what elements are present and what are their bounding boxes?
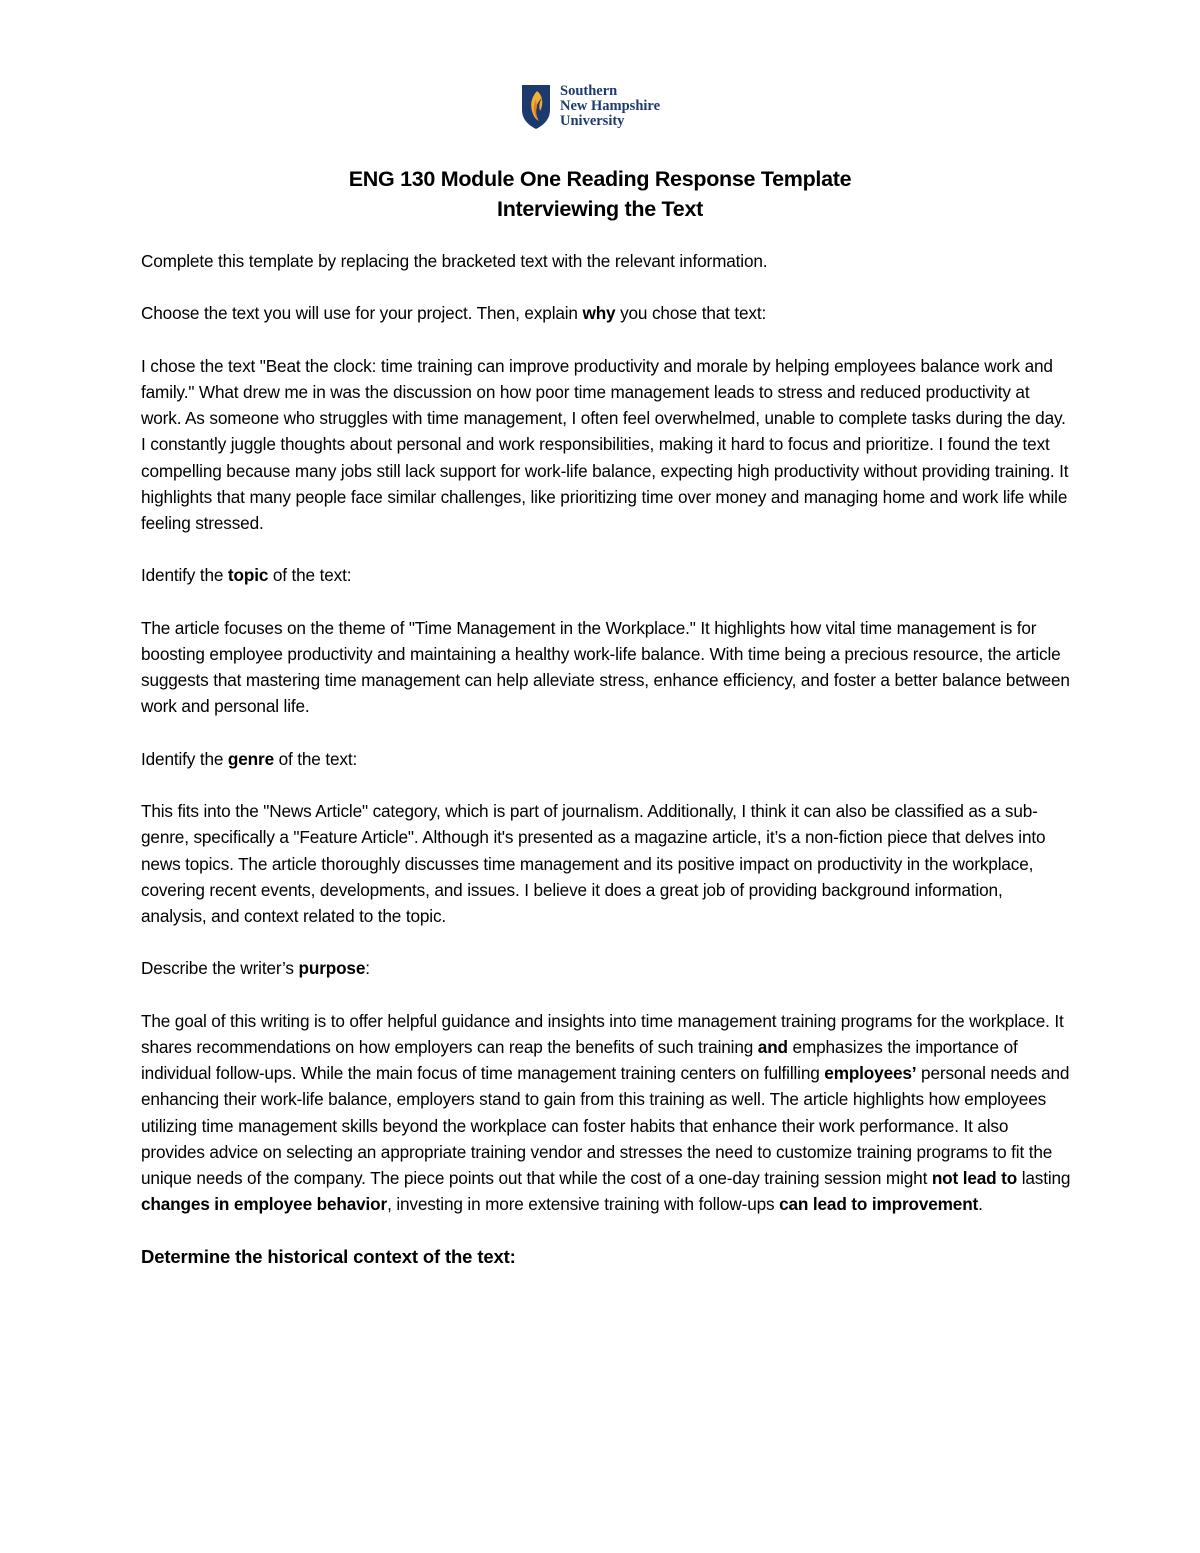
intro-instruction: Complete this template by replacing the bracketed text with the relevant information. (141, 251, 768, 271)
logo-line-3: University (560, 113, 625, 129)
purpose-answer (141, 1008, 1071, 1218)
snhu-logo (521, 84, 691, 134)
genre-answer: This fits into the "News Article" category, which is part of journalism. Additionally, I think it can also be classified as a sub-genre, specifically a "Feature Article". Although it's presented as a magazine article, it’s a non-fiction piece that delves into news topics. The article thoroughly discusses time management and its positive impact on productivity in the workplace, covering recent events, developments, and issues. I believe it does a great job of providing background information, analysis, and context related to the topic. (141, 801, 1046, 926)
purpose-answer-part-2: emphasizes the importance of individual follow-ups. While the main focus of time management training centers on fulfilling (141, 1036, 1018, 1084)
title-line-1: ENG 130 Module One Reading Response Template (348, 167, 852, 191)
why-prompt-bold: why (582, 303, 616, 324)
purpose-answer-bold-5: can lead to improvement (779, 1194, 979, 1215)
topic-prompt (141, 562, 1071, 588)
why-prompt-post: you chose that text: (615, 303, 767, 324)
purpose-answer-bold-4: changes in employee behavior (141, 1194, 388, 1215)
topic-prompt-pre: Identify the (141, 565, 228, 586)
why-answer: I chose the text "Beat the clock: time training can improve productivity and morale by helping employees balance work and family." What drew me in was the discussion on how poor time management leads to stress and reduced productivity at work. As someone who struggles with time management, I often feel overwhelmed, unable to complete tasks during the day. I constantly juggle thoughts about personal and work responsibilities, making it hard to focus and prioritize. I found the text compelling because many jobs still lack support for work-life balance, expecting high productivity without providing training. It highlights that many people face similar challenges, like prioritizing time over money and managing home and work life while feeling stressed. (141, 355, 1069, 533)
historical-context-heading: Determine the historical context of the text: (141, 1245, 516, 1267)
purpose-prompt (141, 955, 1071, 981)
purpose-answer-part-4: lasting (1017, 1167, 1071, 1188)
logo-wordmark (560, 84, 660, 129)
purpose-answer-bold-1: and (757, 1036, 788, 1057)
title-line-2: Interviewing the Text (497, 197, 703, 221)
purpose-prompt-bold: purpose (298, 958, 366, 979)
genre-prompt-post: of the text: (273, 748, 358, 769)
why-prompt (141, 300, 1071, 326)
purpose-prompt-post: : (365, 958, 370, 979)
why-prompt-pre: Choose the text you will use for your project. Then, explain (141, 303, 583, 324)
document-body (141, 248, 1071, 1296)
genre-prompt (141, 746, 1071, 772)
purpose-answer-bold-2: employees’ (824, 1063, 917, 1084)
purpose-answer-part-6: . (978, 1194, 983, 1215)
topic-prompt-bold: topic (227, 565, 269, 586)
purpose-answer-part-3: personal needs and enhancing their work-life balance, employers stand to gain from this training as well. The article highlights how employees utilizing time management skills beyond the workplace can foster habits that enhance their work performance. It also provides advice on selecting an appropriate training vendor and stresses the need to customize training programs to fit the unique needs of the company. The piece points out that while the cost of a one-day training session might (141, 1063, 1070, 1188)
topic-answer: The article focuses on the theme of "Time Management in the Workplace." It highlights how vital time management is for boosting employee productivity and maintaining a healthy work-life balance. With time being a precious resource, the article suggests that mastering time management can help alleviate stress, enhance efficiency, and foster a better balance between work and personal life. (141, 617, 1070, 717)
purpose-prompt-pre: Describe the writer’s (141, 958, 299, 979)
genre-prompt-bold: genre (227, 748, 274, 769)
purpose-answer-bold-3: not lead to (931, 1167, 1018, 1188)
shield-flame-icon (521, 84, 551, 130)
logo-line-1: Southern (560, 83, 618, 99)
document-title (0, 164, 1200, 224)
genre-prompt-pre: Identify the (141, 748, 228, 769)
topic-prompt-post: of the text: (268, 565, 352, 586)
purpose-answer-part-5: , investing in more extensive training with follow-ups (387, 1194, 780, 1215)
purpose-answer-part-1: The goal of this writing is to offer helpful guidance and insights into time management training programs for the workplace. It shares recommendations on how employers can reap the benefits of such training (141, 1010, 1064, 1057)
logo-line-2: New Hampshire (560, 98, 661, 114)
